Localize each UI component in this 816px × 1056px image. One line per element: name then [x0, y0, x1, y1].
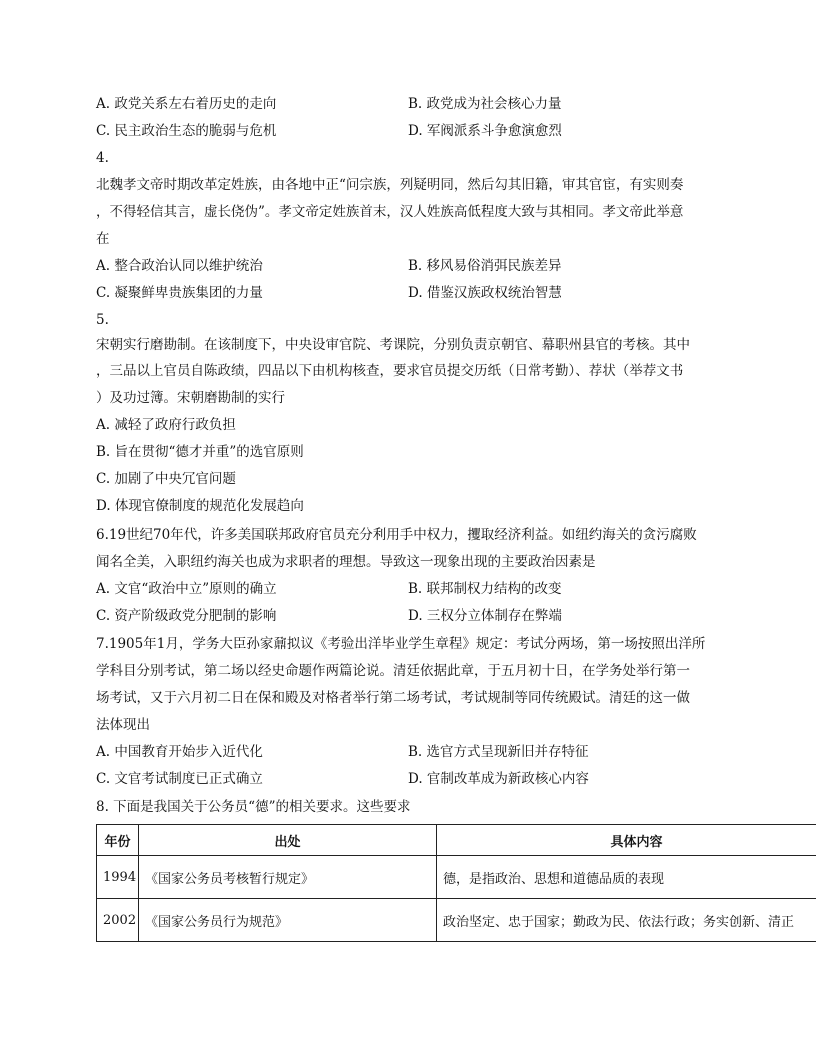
header-content: 具体内容 [437, 825, 816, 856]
q4-stem-line: 在 [96, 231, 110, 247]
q6-option-b: B. 联邦制权力结构的改变 [408, 581, 562, 597]
q7-option-b: B. 选官方式呈现新旧并存特征 [408, 744, 589, 760]
q5-stem-line: 宋朝实行磨勘制。在该制度下，中央设审官院、考课院，分别负责京朝官、幕职州县官的考核。其中 [96, 337, 690, 353]
q5-stem-line: ，三品以上官员自陈政绩，四品以下由机构核查，要求官员提交历纸（日常考勤）、荐状（举荐文书 [96, 363, 684, 379]
q7-stem-line: 场考试，又于六月初二日在保和殿及对格者举行第二场考试，考试规制等同传统殿试。清廷的这一做 [96, 690, 690, 706]
q5-option-c: C. 加剧了中央冗官问题 [96, 471, 236, 487]
requirements-table [96, 824, 816, 942]
q3-option-c: C. 民主政治生态的脆弱与危机 [96, 123, 277, 139]
q6-option-a: A. 文官“政治中立”原则的确立 [96, 581, 277, 597]
q5-number: 5. [96, 312, 109, 328]
q3-option-b: B. 政党成为社会核心力量 [408, 96, 562, 112]
q5-option-d: D. 体现官僚制度的规范化发展趋向 [96, 498, 304, 514]
q5-option-a: A. 减轻了政府行政负担 [96, 417, 236, 433]
q4-option-b: B. 移风易俗消弭民族差异 [408, 258, 562, 274]
q7-stem-line: 7.1905年1月，学务大臣孙家鼐拟议《考验出洋毕业学生章程》规定：考试分两场，第一场按照出洋所 [96, 636, 706, 652]
q3-option-a: A. 政党关系左右着历史的走向 [96, 96, 277, 112]
q5-option-b: B. 旨在贯彻“德才并重”的选官原则 [96, 444, 304, 460]
q6-option-d: D. 三权分立体制存在弊端 [408, 608, 562, 624]
cell-content: 政治坚定、忠于国家；勤政为民、依法行政；务实创新、清正 [437, 899, 816, 942]
q4-option-a: A. 整合政治认同以维护统治 [96, 258, 263, 274]
q7-option-a: A. 中国教育开始步入近代化 [96, 744, 263, 760]
q4-number: 4. [96, 150, 109, 166]
cell-source: 《国家公务员行为规范》 [139, 899, 437, 942]
q4-option-d: D. 借鉴汉族政权统治智慧 [408, 285, 562, 301]
q8-stem: 8. 下面是我国关于公务员“德”的相关要求。这些要求 [96, 799, 411, 815]
q3-option-d: D. 军阀派系斗争愈演愈烈 [408, 123, 562, 139]
q7-option-d: D. 官制改革成为新政核心内容 [408, 771, 589, 787]
cell-year: 1994 [97, 856, 139, 899]
table-row [97, 856, 816, 899]
cell-source: 《国家公务员考核暂行规定》 [139, 856, 437, 899]
q4-stem-line: 北魏孝文帝时期改革定姓族，由各地中正“问宗族，列疑明同，然后勾其旧籍，审其官宦，有实则奏 [96, 177, 684, 193]
q4-stem-line: ，不得轻信其言，虚长侥伪”。孝文帝定姓族首末，汉人姓族高低程度大致与其相同。孝文帝此举意 [96, 204, 684, 220]
header-source: 出处 [139, 825, 437, 856]
q7-stem-line: 法体现出 [96, 717, 150, 733]
q7-stem-line: 学科目分别考试，第二场以经史命题作两篇论说。清廷依据此章，于五月初十日，在学务处举行第一 [96, 663, 690, 679]
q6-stem-line: 6.19世纪70年代，许多美国联邦政府官员充分利用手中权力，攫取经济利益。如纽约海关的贪污腐败 [96, 527, 697, 543]
q6-option-c: C. 资产阶级政党分肥制的影响 [96, 608, 277, 624]
table-row [97, 899, 816, 942]
cell-year: 2002 [97, 899, 139, 942]
header-year: 年份 [97, 825, 139, 856]
q7-option-c: C. 文官考试制度已正式确立 [96, 771, 263, 787]
table-header-row [97, 825, 816, 856]
q5-stem-line: ）及功过簿。宋朝磨勘制的实行 [96, 390, 285, 406]
q6-stem-line: 闻名全美，入职纽约海关也成为求职者的理想。导致这一现象出现的主要政治因素是 [96, 554, 596, 570]
cell-content: 德，是指政治、思想和道德品质的表现 [437, 856, 816, 899]
q4-option-c: C. 凝聚鲜卑贵族集团的力量 [96, 285, 263, 301]
